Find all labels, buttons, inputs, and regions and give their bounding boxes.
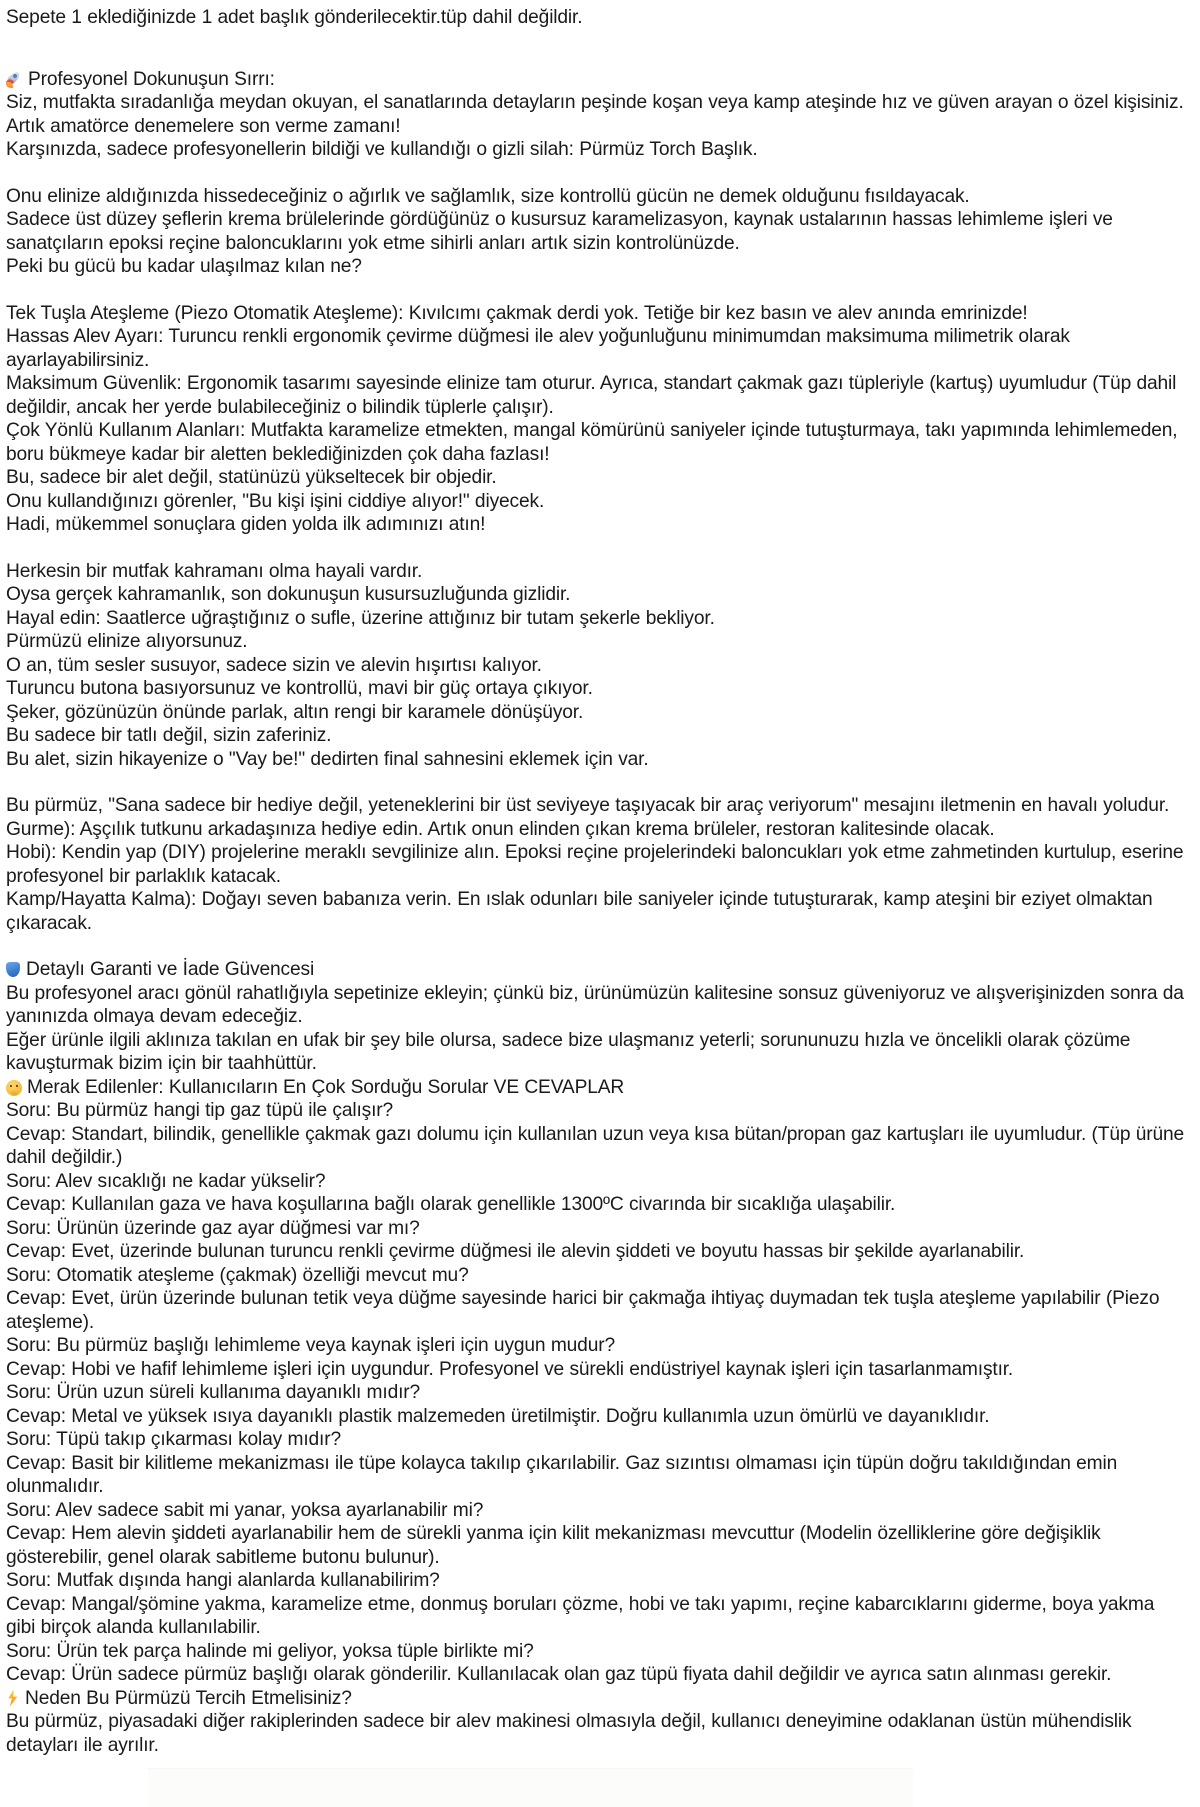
warranty-line-2: Eğer ürünle ilgili aklınıza takılan en ufak bir şey bile olursa, sadece bize ulaşmanız yeterli; sorununuzu hızla ve öncelikli olarak çözüme kavuşturmak bizim için bir taahhüttür. <box>6 1029 1131 1074</box>
section-heading-why-choose <box>6 1687 1186 1711</box>
warranty-line-1: Bu profesyonel aracı gönül rahatlığıyla sepetinize ekleyin; çünkü biz, ürünümüzün kalitesine sonsuz güveniyoruz ve alışverişinizden sonra da yanınızda olmaya devam edeceğiz. <box>6 982 1184 1027</box>
faq-question: Soru: Alev sadece sabit mi yanar, yoksa ayarlanabilir mi? <box>6 1499 484 1521</box>
faq-answer: Cevap: Kullanılan gaza ve hava koşullarına bağlı olarak genellikle 1300ºC civarında bir sıcaklığa ulaşabilir. <box>6 1194 896 1215</box>
heading-text: Detaylı Garanti ve İade Güvencesi <box>26 959 315 980</box>
spacer <box>6 935 1186 958</box>
thinking-face-icon <box>6 1080 22 1096</box>
story-line-8: Bu sadece bir tatlı değil, sizin zaferiniz. <box>6 725 332 746</box>
faq-question: Soru: Bu pürmüz başlığı lehimleme veya kaynak işleri için uygun mudur? <box>6 1335 615 1356</box>
gift-line-3: Hobi): Kendin yap (DIY) projelerine meraklı sevgilinize alın. Epoksi reçine projelerindeki baloncukları yok etme zahmetinden kurtulup, eserine profesyonel bir parlaklık katacak. <box>6 842 1184 887</box>
why-choose-line-1: Bu pürmüz, piyasadaki diğer rakiplerinden sadece bir alev makinesi olmasıyla değil, kullanıcı deneyimine odaklanan üstün mühendislik detayları ile ayrılır. <box>6 1711 1132 1756</box>
feature-line-1: Tek Tuşla Ateşleme (Piezo Otomatik Ateşleme): Kıvılcımı çakmak derdi yok. Tetiğe bir kez basın ve alev anında emrinizde! <box>6 302 1028 324</box>
faq-answer: Cevap: Basit bir kilitleme mekanizması ile tüpe kolayca takılıp çıkarılabilir. Gaz sızıntısı olmaması için tüpün doğru takıldığından emin olunmalıdır. <box>6 1452 1118 1497</box>
story-line-7: Şeker, gözünüzün önünde parlak, altın rengi bir karamele dönüşüyor. <box>6 701 584 723</box>
shield-icon <box>6 961 20 978</box>
faq-question: Soru: Tüpü takıp çıkarması kolay mıdır? <box>6 1429 341 1450</box>
faq-question: Soru: Bu pürmüz hangi tip gaz tüpü ile çalışır? <box>6 1100 394 1121</box>
faq-answer: Cevap: Metal ve yüksek ısıya dayanıklı plastik malzemeden üretilmiştir. Doğru kullanımla uzun ömürlü ve dayanıklıdır. <box>6 1405 990 1427</box>
pro-touch-line-2: Artık amatörce denemelere son verme zamanı! <box>6 115 401 137</box>
spacer <box>6 279 1186 302</box>
story-line-3: Hayal edin: Saatlerce uğraştığınız o sufle, üzerine attığınız bir tutam şekerle bekliyor. <box>6 607 715 629</box>
story-line-1: Herkesin bir mutfak kahramanı olma hayali vardır. <box>6 560 423 582</box>
feature-line-6: Onu kullandığınızı görenler, "Bu kişi işini ciddiye alıyor!" diyecek. <box>6 490 545 512</box>
faq-answer: Cevap: Ürün sadece pürmüz başlığı olarak gönderilir. Kullanılacak olan gaz tüpü fiyata dahil değildir ve ayrıca satın alınması gerekir. <box>6 1664 1112 1685</box>
feature-line-5: Bu, sadece bir alet değil, statünüzü yükseltecek bir objedir. <box>6 467 497 488</box>
feature-line-4: Çok Yönlü Kullanım Alanları: Mutfakta karamelize etmekten, mangal kömürünü saniyeler içinde tutuşturmaya, takı yapımında lehimlemeden, boru bükmeye kadar bir aletten beklediğinizden çok daha fazlası! <box>6 420 1178 465</box>
story-line-5: O an, tüm sesler susuyor, sadece sizin ve alevin hışırtısı kalıyor. <box>6 654 542 676</box>
shipping-note: Sepete 1 eklediğinizde 1 adet başlık gönderilecektir.tüp dahil değildir. <box>6 7 583 28</box>
feature-line-7: Hadi, mükemmel sonuçlara giden yolda ilk adımınızı atın! <box>6 514 486 535</box>
section-heading-faq <box>6 1076 1186 1100</box>
faq-question: Soru: Alev sıcaklığı ne kadar yükselir? <box>6 1170 326 1192</box>
heading-text: Merak Edilenler: Kullanıcıların En Çok Sorduğu Sorular VE CEVAPLAR <box>27 1076 625 1098</box>
faq-question: Soru: Otomatik ateşleme (çakmak) özelliği mevcut mu? <box>6 1264 469 1286</box>
pro-touch-line-3: Karşınızda, sadece profesyonellerin bildiği ve kullandığı o gizli silah: Pürmüz Torch Başlık. <box>6 139 758 160</box>
lightning-bolt-icon <box>6 1690 19 1707</box>
story-line-9: Bu alet, sizin hikayenize o "Vay be!" dedirten final sahnesini eklemek için var. <box>6 748 649 770</box>
gift-line-1: Bu pürmüz, "Sana sadece bir hediye değil, yeteneklerini bir üst seviyeye taşıyacak bir araç veriyorum" mesajını iletmenin en havalı yoludur. <box>6 795 1170 816</box>
gift-line-2: Gurme): Aşçılık tutkunu arkadaşınıza hediye edin. Artık onun elinden çıkan krema brüleler, restoran kalitesinde olacak. <box>6 818 995 840</box>
story-line-6: Turuncu butona basıyorsunuz ve kontrollü, mavi bir güç ortaya çıkıyor. <box>6 678 593 699</box>
power-line-1: Onu elinize aldığınızda hissedeceğiniz o ağırlık ve sağlamlık, size kontrollü gücün ne demek olduğunu fısıldayacak. <box>6 185 970 207</box>
faq-question: Soru: Ürün uzun süreli kullanıma dayanıklı mıdır? <box>6 1382 421 1403</box>
story-line-2: Oysa gerçek kahramanlık, son dokunuşun kusursuzluğunda gizlidir. <box>6 584 571 605</box>
spacer <box>6 771 1186 794</box>
feature-line-2: Hassas Alev Ayarı: Turuncu renkli ergonomik çevirme düğmesi ile alev yoğunluğunu minimumdan maksimuma milimetrik olarak ayarlayabilirsiniz. <box>6 326 1070 371</box>
bottom-placeholder-box <box>148 1768 913 1807</box>
faq-answer: Cevap: Mangal/şömine yakma, karamelize etme, donmuş boruları çözme, hobi ve takı yapımı, reçine kabarcıklarını giderme, boya yakma gibi birçok alanda kullanılabilir. <box>6 1593 1155 1638</box>
spacer <box>6 30 1186 56</box>
section-heading-pro-touch <box>6 68 1186 92</box>
feature-line-3: Maksimum Güvenlik: Ergonomik tasarımı sayesinde elinize tam oturur. Ayrıca, standart çakmak gazı tüpleriyle (kartuş) uyumludur (Tüp dahil değildir, ancak her yerde bulabileceğiniz o bilindik tüplerle çalışır). <box>6 373 1177 418</box>
faq-answer: Cevap: Hobi ve hafif lehimleme işleri için uygundur. Profesyonel ve sürekli endüstriyel kaynak işleri için tasarlanmamıştır. <box>6 1358 1014 1380</box>
power-line-3: Peki bu gücü bu kadar ulaşılmaz kılan ne? <box>6 256 362 277</box>
spacer <box>6 537 1186 560</box>
gift-line-4: Kamp/Hayatta Kalma): Doğayı seven babanıza verin. En ıslak odunları bile saniyeler içinde tutuşturarak, kamp ateşini bir eziyet olmaktan çıkaracak. <box>6 889 1153 934</box>
rocket-icon <box>6 71 23 88</box>
faq-answer: Cevap: Standart, bilindik, genellikle çakmak gazı dolumu için kullanılan uzun veya kısa bütan/propan gaz kartuşları ile uyumludur. (Tüp ürüne dahil değildir.) <box>6 1123 1185 1168</box>
faq-question: Soru: Ürünün üzerinde gaz ayar düğmesi var mı? <box>6 1217 420 1239</box>
story-line-4: Pürmüzü elinize alıyorsunuz. <box>6 631 248 652</box>
faq-answer: Cevap: Hem alevin şiddeti ayarlanabilir hem de sürekli yanma için kilit mekanizması mevcuttur (Modelin özelliklerine göre değişiklik gösterebilir, genel olarak sabitleme butonu bulunur). <box>6 1523 1101 1568</box>
faq-question: Soru: Mutfak dışında hangi alanlarda kullanabilirim? <box>6 1570 440 1591</box>
section-heading-warranty <box>6 958 1186 982</box>
pro-touch-line-1: Siz, mutfakta sıradanlığa meydan okuyan, el sanatlarında detayların peşinde koşan veya kamp ateşinde hız ve güven arayan o özel kişisiniz. <box>6 92 1184 113</box>
spacer <box>6 56 1186 68</box>
faq-answer: Cevap: Evet, ürün üzerinde bulunan tetik veya düğme sayesinde harici bir çakmağa ihtiyaç duymadan tek tuşla ateşleme yapılabilir (Piezo ateşleme). <box>6 1288 1160 1333</box>
spacer <box>6 162 1186 185</box>
faq-answer: Cevap: Evet, üzerinde bulunan turuncu renkli çevirme düğmesi ile alevin şiddeti ve boyutu hassas bir şekilde ayarlanabilir. <box>6 1241 1025 1262</box>
description-body <box>6 6 1186 1757</box>
heading-text: Neden Bu Pürmüzü Tercih Etmelisiniz? <box>25 1687 352 1709</box>
heading-text: Profesyonel Dokunuşun Sırrı: <box>28 68 275 90</box>
faq-question: Soru: Ürün tek parça halinde mi geliyor, yoksa tüple birlikte mi? <box>6 1640 534 1662</box>
power-line-2: Sadece üst düzey şeflerin krema brülelerinde gördüğünüz o kusursuz karamelizasyon, kaynak ustalarının hassas lehimleme işleri ve sanatçıların epoksi reçine baloncuklarını yok etme sihirli anları artık sizin kontrolünüzde. <box>6 209 1113 254</box>
